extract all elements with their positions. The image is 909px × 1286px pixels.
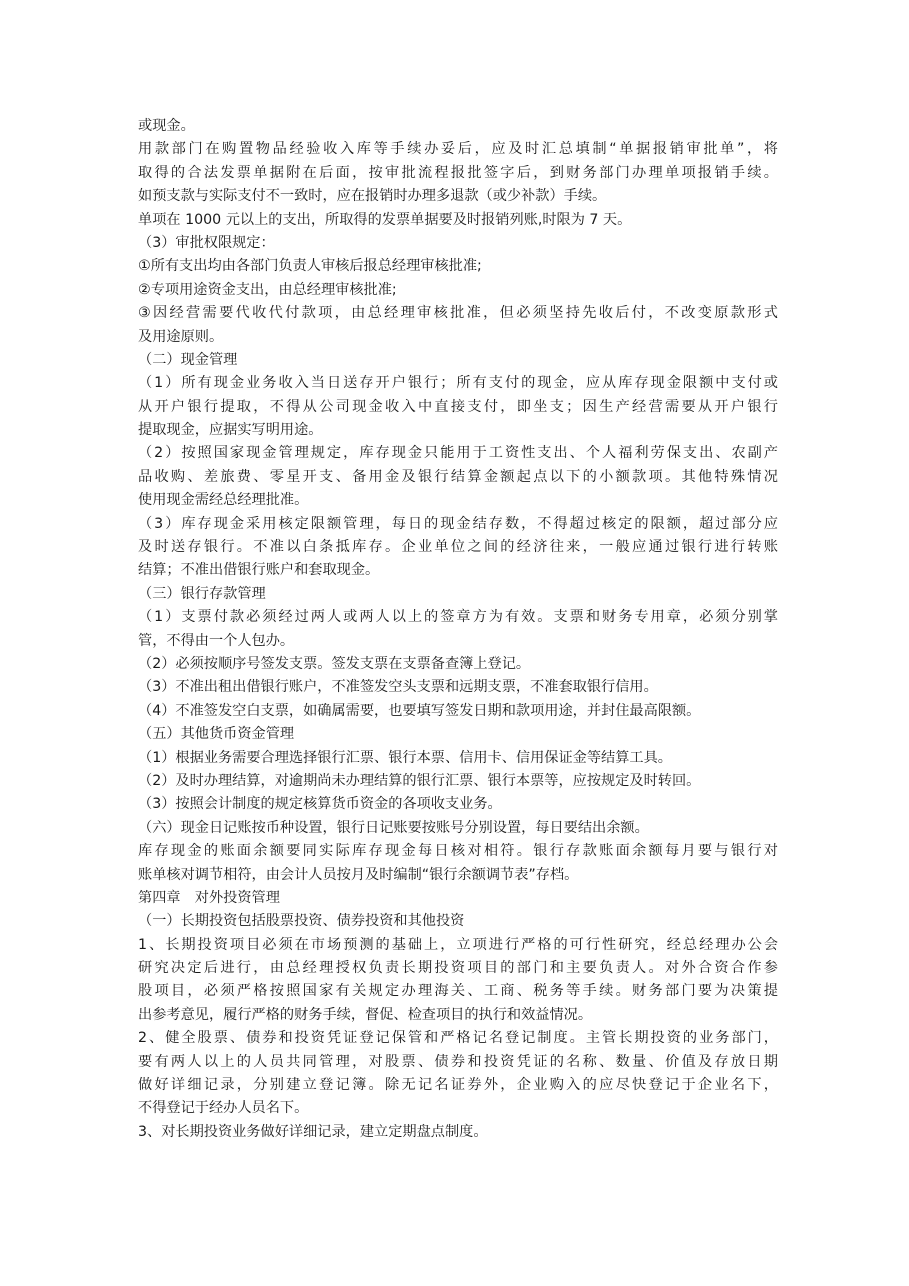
text-line: 使用现金需经总经理批准。 bbox=[138, 492, 309, 509]
text-line: 管，不得由一个人包办。 bbox=[138, 632, 295, 649]
section-heading: （一）长期投资包括股票投资、债券投资和其他投资 bbox=[138, 913, 465, 930]
text-line: （4）不准签发空白支票，如确属需要，也要填写签发日期和款项用途，并封住最高限额。 bbox=[138, 702, 701, 719]
text-line: （3）按照会计制度的规定核算货币资金的各项收支业务。 bbox=[138, 796, 502, 813]
chapter-heading: 第四章 对外投资管理 bbox=[138, 889, 280, 906]
text-line: 从开户银行提取，不得从公司现金收入中直接支付，即坐支；因生产经营需要从开户银行 bbox=[138, 398, 778, 415]
text-line: （3）不准出租出借银行账户，不准签发空头支票和远期支票，不准套取银行信用。 bbox=[138, 679, 658, 696]
text-line: 品收购、差旅费、零星开支、备用金及银行结算金额起点以下的小额款项。其他特殊情况 bbox=[138, 468, 778, 485]
text-line: 结算；不准出借银行账户和套取现金。 bbox=[138, 562, 380, 579]
text-line: 用款部门在购置物品经验收入库等手续办妥后，应及时汇总填制“单据报销审批单”，将 bbox=[138, 141, 778, 158]
text-line: 1、长期投资项目必须在市场预测的基础上，立项进行严格的可行性研究，经总经理办公会 bbox=[138, 936, 778, 953]
text-line: （2）按照国家现金管理规定，库存现金只能用于工资性支出、个人福利劳保支出、农副产 bbox=[138, 445, 778, 462]
text-line: 不得登记于经办人员名下。 bbox=[138, 1100, 309, 1117]
text-line: 2、健全股票、债券和投资凭证登记保管和严格记名登记制度。主管长期投资的业务部门， bbox=[138, 1030, 778, 1047]
text-line: 要有两人以上的人员共同管理，对股票、债券和投资凭证的名称、数量、价值及存放日期 bbox=[138, 1053, 778, 1070]
text-line: （3）库存现金采用核定限额管理，每日的现金结存数，不得超过核定的限额，超过部分应 bbox=[138, 515, 778, 532]
text-line: ②专项用途资金支出，由总经理审核批准; bbox=[138, 281, 397, 298]
text-line: 如预支款与实际支付不一致时，应在报销时办理多退款（或少补款）手续。 bbox=[138, 188, 607, 205]
text-line: 及用途原则。 bbox=[138, 328, 224, 345]
text-line: 研究决定后进行，由总经理授权负责长期投资项目的部门和主要负责人。对外合资合作参 bbox=[138, 960, 778, 977]
text-line: 及时送存银行。不准以白条抵库存。企业单位之间的经济往来，一般应通过银行进行转账 bbox=[138, 539, 778, 556]
text-line: （2）必须按顺序号签发支票。签发支票在支票备查簿上登记。 bbox=[138, 655, 531, 672]
text-line: 出参考意见，履行严格的财务手续，督促、检查项目的执行和效益情况。 bbox=[138, 1006, 593, 1023]
text-line: 账单核对调节相符，由会计人员按月及时编制“银行余额调节表”存档。 bbox=[138, 866, 579, 883]
text-line: （六）现金日记账按币种设置，银行日记账要按账号分别设置，每日要结出余额。 bbox=[138, 819, 649, 836]
text-line: 股项目，必须严格按照国家有关规定办理海关、工商、税务等手续。财务部门要为决策提 bbox=[138, 983, 778, 1000]
text-line: （1）支票付款必须经过两人或两人以上的签章方为有效。支票和财务专用章，必须分别掌 bbox=[138, 609, 778, 626]
text-line: （1）根据业务需要合理选择银行汇票、银行本票、信用卡、信用保证金等结算工具。 bbox=[138, 749, 672, 766]
text-line: 或现金。 bbox=[138, 118, 195, 134]
text-line: 3、对长期投资业务做好详细记录，建立定期盘点制度。 bbox=[138, 1123, 488, 1140]
text-line: 做好详细记录，分别建立登记簿。除无记名证券外，企业购入的应尽快登记于企业名下， bbox=[138, 1077, 778, 1094]
document-body bbox=[138, 115, 778, 1144]
text-line: 库存现金的账面余额要同实际库存现金每日核对相符。银行存款账面余额每月要与银行对 bbox=[138, 843, 778, 860]
section-heading: （五）其他货币资金管理 bbox=[138, 726, 295, 743]
text-line: 提取现金，应据实写明用途。 bbox=[138, 422, 323, 439]
section-heading: （三）银行存款管理 bbox=[138, 585, 266, 602]
text-line: ①所有支出均由各部门负责人审核后报总经理审核批准; bbox=[138, 258, 482, 275]
text-line: 单项在 1000 元以上的支出，所取得的发票单据要及时报销列账,时限为 7 天。 bbox=[138, 211, 632, 228]
text-line: ③因经营需要代收代付款项，由总经理审核批准，但必须坚持先收后付，不改变原款形式 bbox=[138, 305, 778, 322]
section-heading: （二）现金管理 bbox=[138, 351, 238, 368]
section-heading: （3）审批权限规定： bbox=[138, 234, 275, 251]
text-line: （1）所有现金业务收入当日送存开户银行；所有支付的现金，应从库存现金限额中支付或 bbox=[138, 375, 778, 392]
text-line: （2）及时办理结算，对逾期尚未办理结算的银行汇票、银行本票等，应按规定及时转回。 bbox=[138, 772, 701, 789]
text-line: 取得的合法发票单据附在后面，按审批流程报批签字后，到财务部门办理单项报销手续。 bbox=[138, 164, 778, 181]
